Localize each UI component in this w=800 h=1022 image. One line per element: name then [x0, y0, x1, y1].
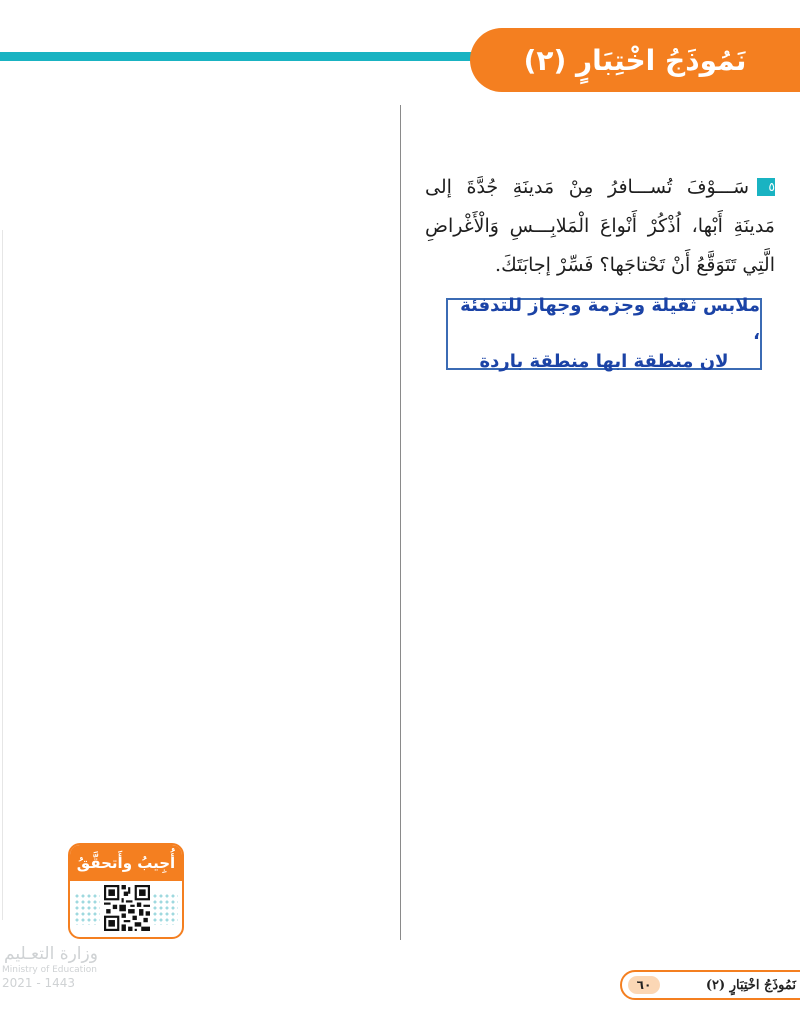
page-footer — [620, 970, 800, 1000]
column-divider — [400, 105, 401, 940]
answer-box — [446, 295, 762, 372]
ministry-name-en: Ministry of Education — [2, 965, 97, 975]
footer-title: نَمُوذَجُ اخْتِبَارٍ (٢) — [705, 977, 796, 993]
header-accent-bar — [0, 52, 520, 61]
question-5 — [425, 168, 775, 285]
edition-year: 2021 - 1443 — [2, 976, 76, 990]
answer-check-qr-card[interactable] — [68, 843, 184, 939]
question-number-badge: ٥ — [757, 178, 775, 196]
page-title: نَمُوذَجُ اخْتِبَارٍ (٢) — [470, 28, 800, 92]
dots-pattern-right — [152, 893, 178, 925]
dots-pattern-left — [74, 893, 100, 925]
qr-card-label: أُجِيبُ وأَتحقَّقُ — [70, 845, 182, 881]
answer-line-2: لان منطقة ابها منطقة باردة — [479, 351, 729, 372]
answer-line-1: ملابس ثقيلة وجزمة وجهاز للتدفئة ، — [460, 295, 760, 344]
question-text: سَـــوْفَ تُســـافرُ مِنْ مَدينَةِ جُدَّةَ إلى مَدينَةِ أَبْها، اُذْكُرْ أَنْواعَ الْمَلابِـــسِ وَالْأَغْراضِ الَّتِي تَتَوَقَّعُ أَنْ تَحْتاجَها؟ فَسِّرْ إجابَتَكَ. — [425, 176, 775, 276]
ministry-name-ar: وزارة التعـليم — [4, 944, 98, 964]
page-number: ٦٠ — [628, 976, 660, 994]
ministry-logo — [0, 944, 160, 990]
qr-code-icon[interactable] — [104, 885, 150, 931]
left-margin-line — [2, 230, 3, 920]
